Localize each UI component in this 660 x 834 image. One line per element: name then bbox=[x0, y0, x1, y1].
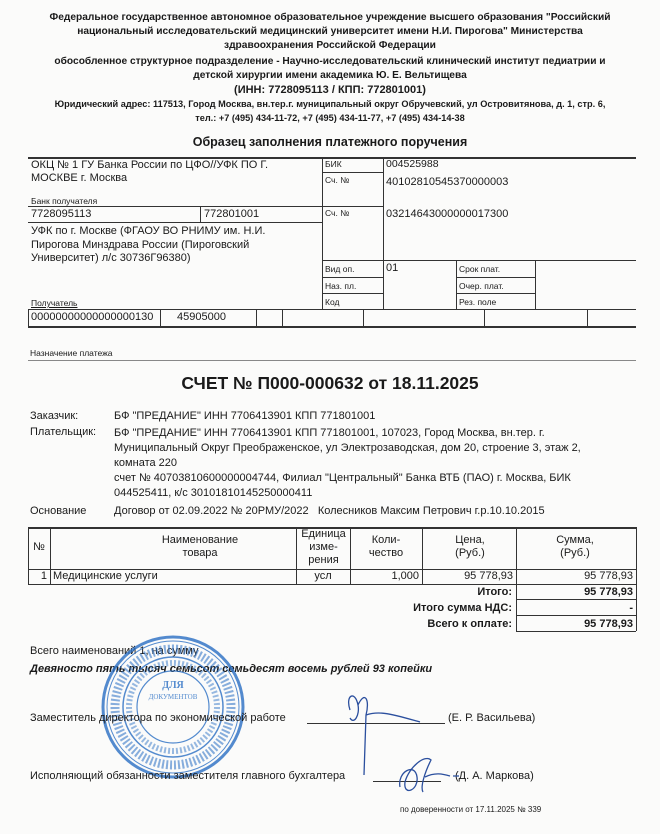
due-value: 95 778,93 bbox=[584, 618, 633, 630]
row-sum: 95 778,93 bbox=[584, 570, 633, 582]
bank-name: ОКЦ № 1 ГУ Банка России по ЦФО//УФК ПО Г. МОСКВЕ г. Москва bbox=[31, 159, 269, 184]
phone-line: тел.: +7 (495) 434-11-72, +7 (495) 434-11-77, +7 (495) 434-14-38 bbox=[195, 113, 465, 123]
col-header-unit: Единица изме- рения bbox=[301, 528, 346, 566]
acc2-label: Сч. № bbox=[325, 208, 350, 218]
vat-label: Итого сумма НДС: bbox=[413, 602, 512, 614]
bik-label: БИК bbox=[325, 159, 342, 169]
payment-sample-title: Образец заполнения платежного поручения bbox=[192, 135, 468, 149]
payer-line: счет № 40703810600000004744, Филиал "Центральный" Банка ВТБ (ПАО) г. Москва, БИК bbox=[114, 472, 571, 484]
col-header-sum: Сумма, (Руб.) bbox=[556, 534, 594, 559]
row-unit: усл bbox=[314, 570, 332, 582]
address-line: Юридический адрес: 117513, Город Москва, вн.тер.г. муниципальный округ Обручевский, ул Островитянова, д. 1, стр. 6, bbox=[54, 99, 606, 109]
kod-label: Код bbox=[325, 297, 340, 307]
signer1-title: Заместитель директора по экономической работе bbox=[30, 712, 286, 724]
payer-line: комната 220 bbox=[114, 457, 178, 469]
naz-pl-label: Наз. пл. bbox=[325, 281, 357, 291]
acc2-value: 03214643000000017300 bbox=[386, 208, 509, 220]
signer1-name: (Е. Р. Васильева) bbox=[448, 712, 536, 724]
vid-op-value: 01 bbox=[386, 262, 399, 274]
bank-label: Банк получателя bbox=[31, 196, 98, 206]
inn-kpp-line: (ИНН: 7728095113 / КПП: 772801001) bbox=[234, 84, 426, 96]
header-line: здравоохранения Российской Федерации bbox=[224, 40, 436, 51]
col-header-name: Наименование товара bbox=[161, 534, 239, 559]
kpp-value: 772801001 bbox=[204, 208, 260, 220]
row-name: Медицинские услуги bbox=[53, 570, 158, 582]
due-label: Всего к оплате: bbox=[427, 618, 512, 630]
customer-value: БФ "ПРЕДАНИЕ" ИНН 7706413901 КПП 771801001 bbox=[114, 410, 376, 422]
purpose-label: Назначение платежа bbox=[30, 348, 113, 358]
total-value: 95 778,93 bbox=[584, 586, 633, 598]
amount-in-words: Девяносто пять тысяч семьсот семьдесят восемь рублей 93 копейки bbox=[30, 663, 433, 675]
power-of-attorney: по доверенности от 17.11.2025 № 339 bbox=[400, 805, 542, 814]
oktmo-value: 45905000 bbox=[177, 311, 226, 323]
signature-2 bbox=[395, 752, 465, 802]
vid-op-label: Вид оп. bbox=[325, 264, 355, 274]
svg-text:ДЛЯ: ДЛЯ bbox=[162, 680, 184, 691]
srok-label: Срок плат. bbox=[459, 264, 501, 274]
payer-line: Муниципальный Округ Преображенское, ул Электрозаводская, дом 20, строение 3, этаж 2, bbox=[114, 442, 581, 454]
invoice-title: СЧЕТ № П000-000632 от 18.11.2025 bbox=[181, 373, 479, 393]
col-header-price: Цена, (Руб.) bbox=[455, 534, 485, 559]
customer-label: Заказчик: bbox=[30, 410, 79, 422]
basis-label: Основание bbox=[30, 505, 87, 517]
total-label: Итого: bbox=[477, 586, 512, 598]
official-stamp bbox=[98, 632, 248, 782]
row-num: 1 bbox=[40, 570, 47, 582]
acc1-label: Сч. № bbox=[325, 175, 350, 185]
header-line: национальный исследовательский медицинский университет имени Н.И. Пирогова" Министерства bbox=[77, 26, 583, 37]
signer2-name: (Д. А. Маркова) bbox=[455, 770, 534, 782]
acc1-value: 40102810545370000003 bbox=[386, 176, 509, 188]
bik-value: 004525988 bbox=[386, 158, 439, 170]
recipient-name: УФК по г. Москве (ФГАОУ ВО РНИМУ им. Н.И. Пирогова Минздрава России (Пироговский Университет) л/с 30736Г96380) bbox=[31, 225, 266, 264]
header-line: обособленное структурное подразделение - Научно-исследовательский клинический институт педиатрии и bbox=[54, 56, 606, 67]
payer-line: 044525411, к/с 30101810145250000411 bbox=[114, 487, 313, 499]
svg-text:ДОКУМЕНТОВ: ДОКУМЕНТОВ bbox=[148, 693, 198, 701]
inn-value: 7728095113 bbox=[31, 208, 92, 220]
col-header-qty: Коли- чество bbox=[368, 534, 404, 559]
recipient-label: Получатель bbox=[31, 298, 78, 308]
kbk-value: 00000000000000000130 bbox=[31, 311, 154, 323]
row-price: 95 778,93 bbox=[464, 570, 513, 582]
rez-label: Рез. поле bbox=[459, 297, 497, 307]
row-qty: 1,000 bbox=[391, 570, 419, 582]
signer2-title: Исполняющий обязанности заместителя главного бухгалтера bbox=[30, 770, 346, 782]
ocher-label: Очер. плат. bbox=[459, 281, 504, 291]
payer-line: БФ "ПРЕДАНИЕ" ИНН 7706413901 КПП 771801001, 107023, Город Москва, вн.тер. г. bbox=[114, 427, 545, 439]
vat-value: - bbox=[629, 602, 633, 614]
payer-value bbox=[114, 426, 581, 501]
organization-header bbox=[0, 11, 660, 125]
header-line: детской хирургии имени академика Ю. Е. Вельтищева bbox=[193, 70, 467, 81]
basis-value: Договор от 02.09.2022 № 20РМУ/2022 Колесников Максим Петрович г.р.10.10.2015 bbox=[114, 505, 545, 517]
items-count-text: Всего наименований 1, на сумму bbox=[30, 645, 199, 657]
header-line: Федеральное государственное автономное образовательное учреждение высшего образования "Российский bbox=[49, 12, 611, 23]
payer-label: Плательщик: bbox=[30, 426, 97, 438]
col-header-num: № bbox=[33, 541, 45, 553]
